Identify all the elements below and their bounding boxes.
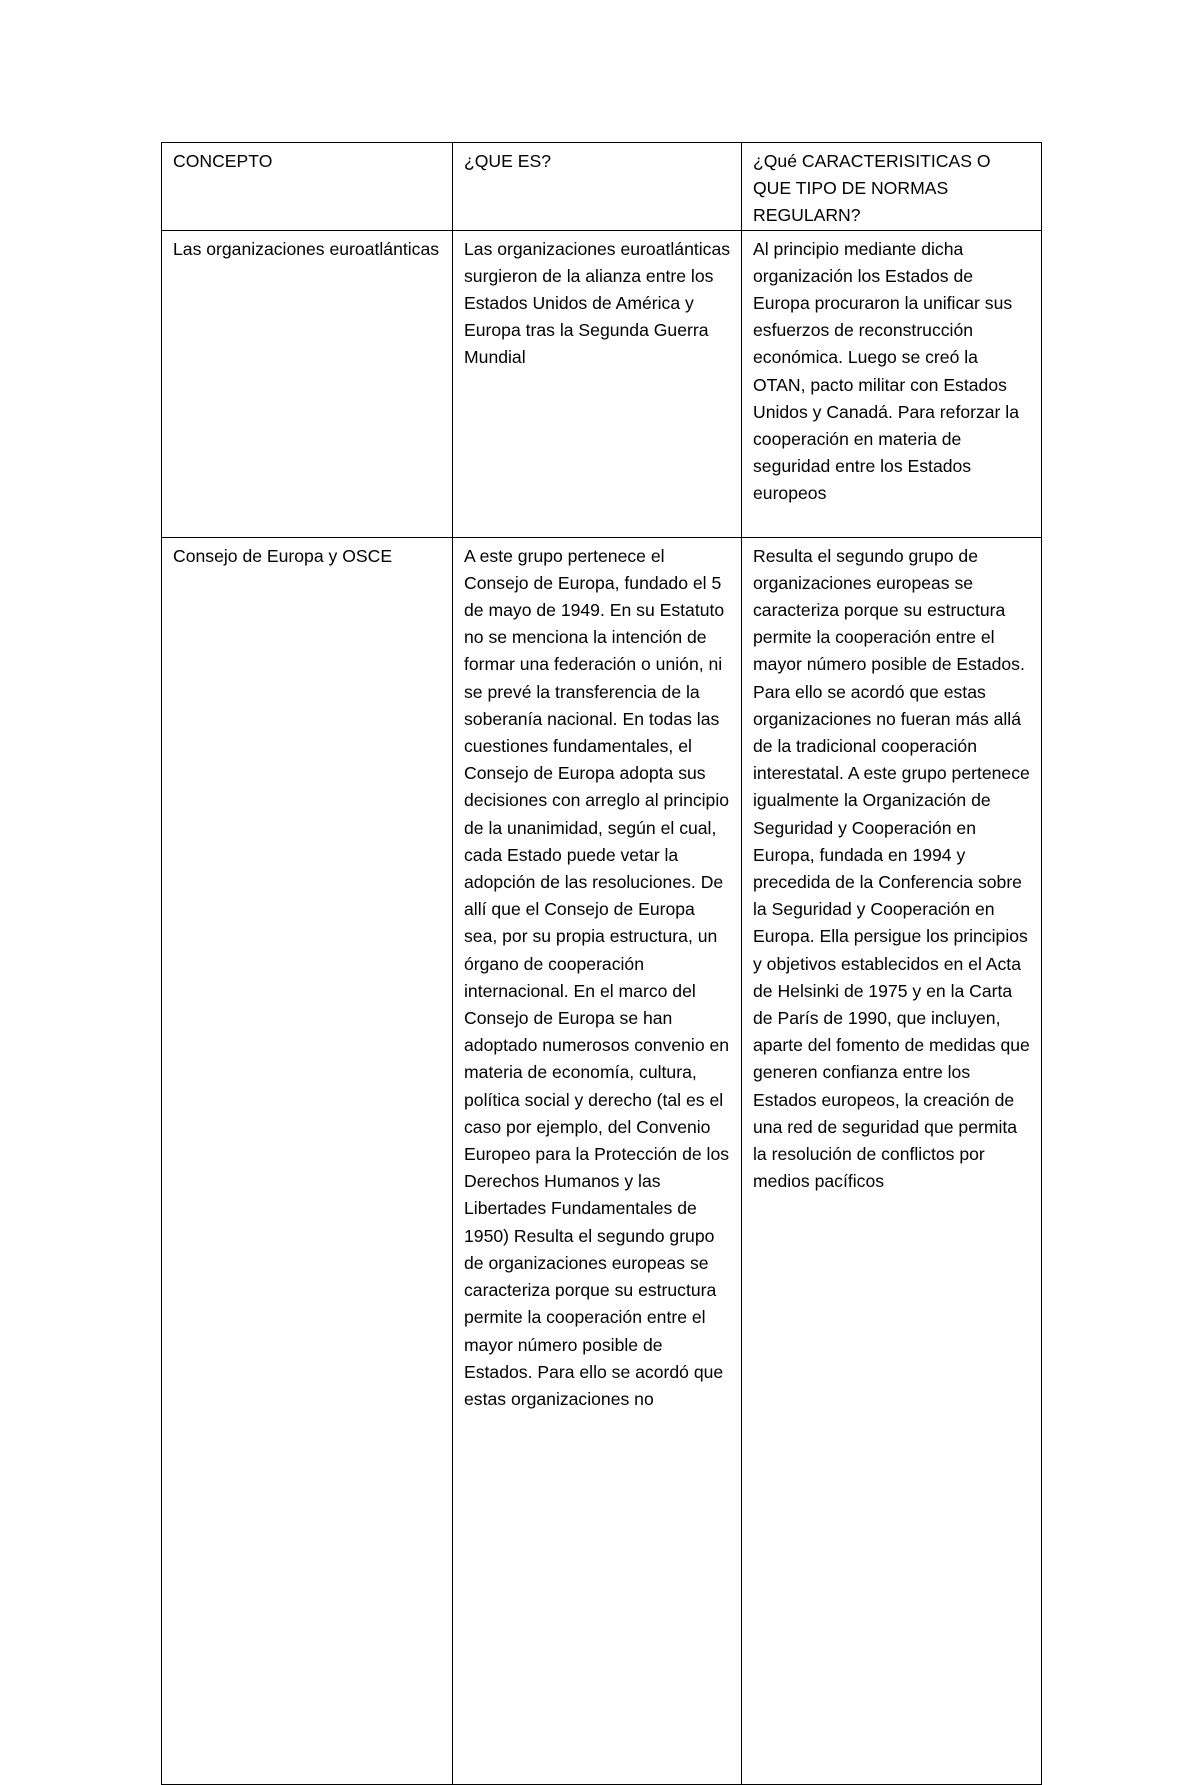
row-2-what-is-text: A este grupo pertenece el Consejo de Europa, fundado el 5 de mayo de 1949. En su Estatuto no se menciona la intención de formar una federación o unión, ni se prevé la transferencia de la soberanía nacional. En todas las cuestiones fundamentales, el Consejo de Europa adopta sus decisiones con arreglo al principio de la unanimidad, según el cual, cada Estado puede vetar la adopción de las resoluciones. De allí que el Consejo de Europa sea, por su propia estructura, un órgano de cooperación internacional. En el marco del Consejo de Europa se han adoptado numerosos convenio en materia de economía, cultura, política social y derecho (tal es el caso por ejemplo, del Convenio Europeo para la Protección de los Derechos Humanos y las Libertades Fundamentales de 1950) Resulta el segundo grupo de organizaciones europeas se caracteriza porque su estructura permite la cooperación entre el mayor número posible de Estados. Para ello se acordó que estas organizaciones no [464, 545, 730, 1409]
cell-concept [162, 230, 453, 537]
row-2-concept-text: Consejo de Europa y OSCE [173, 545, 393, 566]
header-cell-characteristics [742, 143, 1042, 231]
table-header-row [162, 143, 1042, 231]
cell-characteristics [742, 537, 1042, 1784]
row-1-concept-text: Las organizaciones euroatlánticas [173, 238, 440, 259]
table-row [162, 537, 1042, 1784]
row-1-characteristics-text: Al principio mediante dicha organización los Estados de Europa procuraron la unificar sus esfuerzos de reconstrucción económica. Luego se creó la OTAN, pacto militar con Estados Unidos y Canadá. Para reforzar la cooperación en materia de seguridad entre los Estados europeos [753, 238, 1019, 504]
cell-what-is [453, 230, 742, 537]
header-cell-what-is [453, 143, 742, 231]
table-row [162, 230, 1042, 537]
cell-characteristics [742, 230, 1042, 537]
cell-concept [162, 537, 453, 1784]
header-concept-text: CONCEPTO [173, 151, 273, 171]
header-characteristics-text: ¿Qué CARACTERISITICAS O QUE TIPO DE NORMAS REGULARN? [753, 151, 991, 226]
row-1-what-is-text: Las organizaciones euroatlánticas surgieron de la alianza entre los Estados Unidos de América y Europa tras la Segunda Guerra Mundial [464, 238, 731, 368]
concept-table [161, 142, 1042, 1785]
header-what-is-text: ¿QUE ES? [464, 151, 552, 171]
header-cell-concept [162, 143, 453, 231]
cell-what-is [453, 537, 742, 1784]
row-2-characteristics-text: Resulta el segundo grupo de organizaciones europeas se caracteriza porque su estructura permite la cooperación entre el mayor número posible de Estados. Para ello se acordó que estas organizaciones no fueran más allá de la tradicional cooperación interestatal. A este grupo pertenece igualmente la Organización de Seguridad y Cooperación en Europa, fundada en 1994 y precedida de la Conferencia sobre la Seguridad y Cooperación en Europa. Ella persigue los principios y objetivos establecidos en el Acta de Helsinki de 1975 y en la Carta de París de 1990, que incluyen, aparte del fomento de medidas que generen confianza entre los Estados europeos, la creación de una red de seguridad que permita la resolución de conflictos por medios pacíficos [753, 545, 1030, 1192]
